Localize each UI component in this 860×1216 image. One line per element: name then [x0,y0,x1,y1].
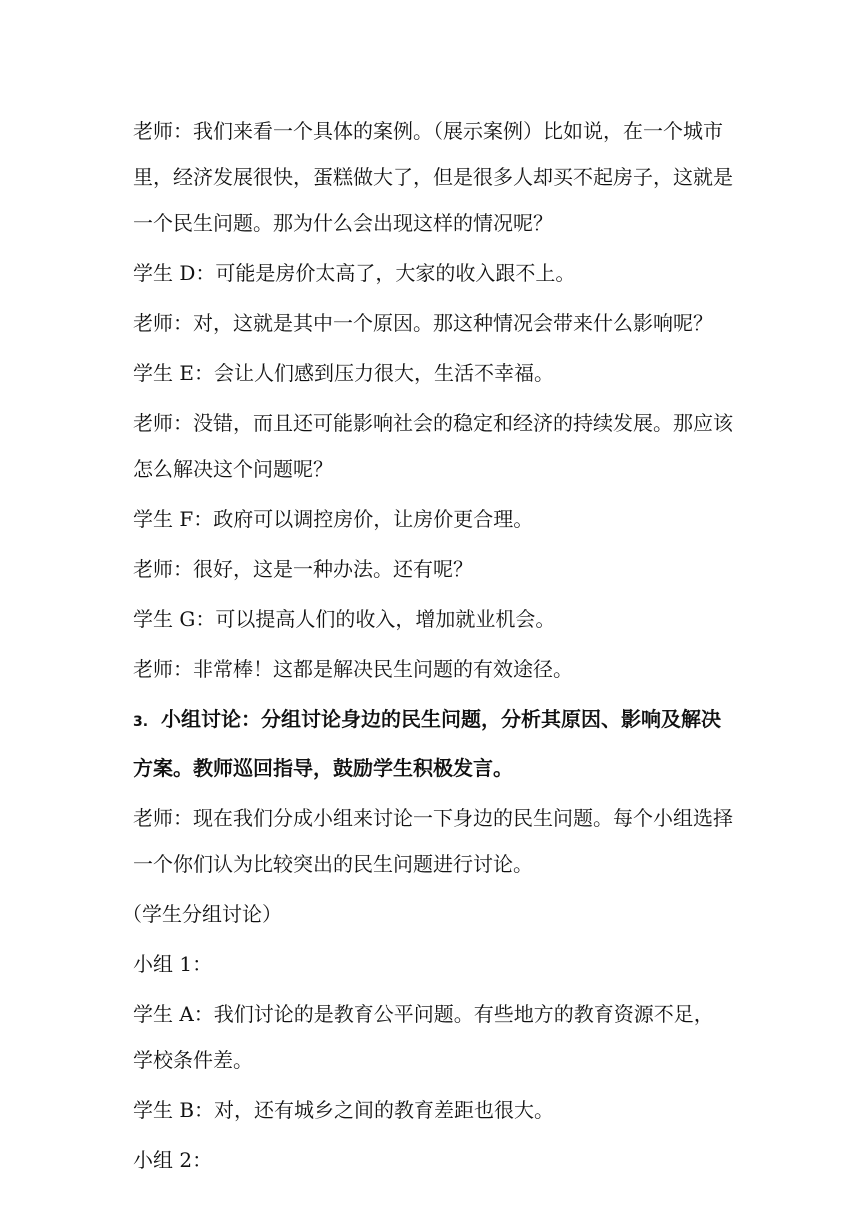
dialogue-student-e: 学生 E：会让人们感到压力很大，生活不幸福。 [133,361,554,385]
dialogue-teacher-more: 老师：很好，这是一种办法。还有呢？ [133,557,473,581]
group-label-1: 小组 1： [133,952,213,976]
section-heading-text: 小组讨论：分组讨论身边的民生问题，分析其原因、影响及解决方案。教师巡回指导，鼓励学生积极发言。 [133,707,721,780]
dialogue-student-b: 学生 B：对，还有城乡之间的教育差距也很大。 [133,1098,555,1122]
dialogue-student-a: 学生 A：我们讨论的是教育公平问题。有些地方的教育资源不足，学校条件差。 [133,1002,714,1072]
dialogue-teacher-group-intro: 老师：现在我们分成小组来讨论一下身边的民生问题。每个小组选择一个你们认为比较突出的民生问题进行讨论。 [133,806,733,876]
dialogue-student-d: 学生 D：可能是房价太高了，大家的收入跟不上。 [133,261,576,285]
dialogue-teacher-praise: 老师：非常棒！这都是解决民生问题的有效途径。 [133,657,573,681]
document-body [122,108,733,1187]
dialogue-teacher-impact: 老师：对，这就是其中一个原因。那这种情况会带来什么影响呢？ [133,311,713,335]
section-heading-group-discussion [133,696,733,791]
dialogue-student-g: 学生 G：可以提高人们的收入，增加就业机会。 [133,607,556,631]
stage-direction: （学生分组讨论） [122,902,282,926]
group-label-2: 小组 2： [133,1148,213,1172]
dialogue-teacher-case: 老师：我们来看一个具体的案例。（展示案例）比如说，在一个城市里，经济发展很快，蛋糕做大了，但是很多人却买不起房子，这就是一个民生问题。那为什么会出现这样的情况呢？ [133,119,733,235]
dialogue-student-f: 学生 F：政府可以调控房价，让房价更合理。 [133,507,534,531]
section-number: 3. [133,714,149,730]
dialogue-teacher-solution: 老师：没错，而且还可能影响社会的稳定和经济的持续发展。那应该怎么解决这个问题呢？ [133,411,733,481]
